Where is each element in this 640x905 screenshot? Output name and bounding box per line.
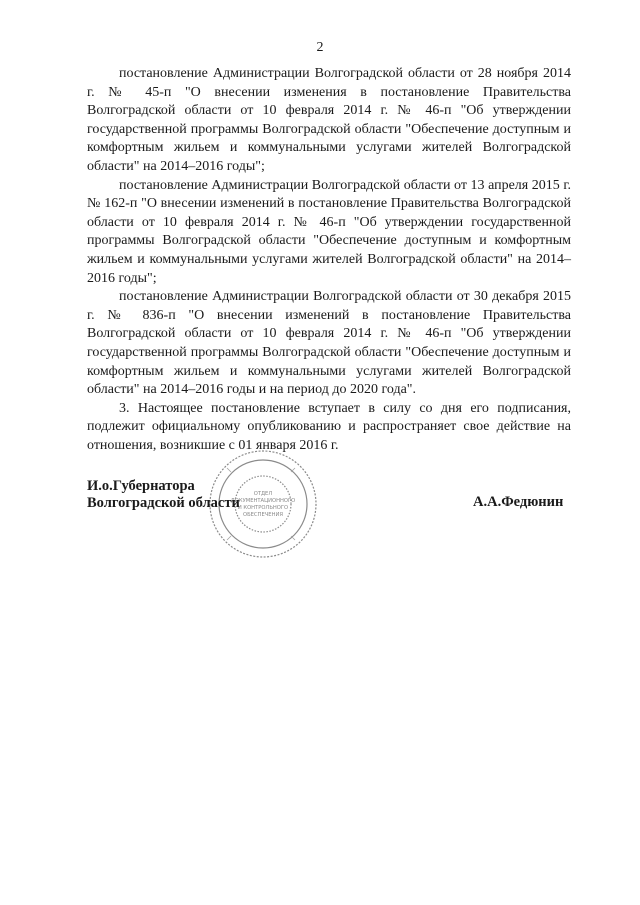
paragraph-2: постановление Администрации Волгоградской области от 13 апреля 2015 г. № 162-п "О внесении изменений в постановление Правительства Волгоградской области от 10 февраля 2014 г. № 46-п "Об утверждении государственной программы Волгоградской области "Обеспечение доступным и комфортным жильем и коммунальными услугами жителей Волгоградской области" на 2014–2016 годы";: [87, 177, 571, 286]
signatory-position-line1: И.о.Губернатора: [87, 478, 195, 494]
paragraph-1: постановление Администрации Волгоградской области от 28 ноября 2014 г. № 45-п "О внесении изменения в постановление Правительства Волгоградской области от 10 февраля 2014 г. № 46-п "Об утверждении государственной программы Волгоградской области "Обеспечение доступным и комфортным жильем и коммунальными услугами жителей Волгоградской области" на 2014–2016 годы";: [87, 66, 571, 174]
document-body: [87, 65, 571, 455]
paragraph-3: постановление Администрации Волгоградской области от 30 декабря 2015 г. № 836-п "О внесении изменений в постановление Правительства Волгоградской области от 10 февраля 2014 г. № 46-п "Об утверждении государственной программы Волгоградской области "Обеспечение доступным и комфортным жильем и коммунальными услугами жителей Волгоградской области" на 2014–2016 годы и на период до 2020 года".: [87, 289, 571, 398]
signatory-position: [87, 478, 240, 512]
signatory-name: А.А.Федюнин: [473, 494, 564, 510]
paragraph-4: 3. Настоящее постановление вступает в силу со дня его подписания, подлежит официальному опубликованию и распространяет свое действие на отношения, возникшие с 01 января 2016 г.: [87, 400, 571, 453]
page-number: 2: [316, 40, 324, 55]
signatory-position-line2: Волгоградской области: [87, 495, 240, 511]
svg-text:ОБЕСПЕЧЕНИЯ: ОБЕСПЕЧЕНИЯ: [243, 512, 283, 518]
svg-text:И КОНТРОЛЬНОГО: И КОНТРОЛЬНОГО: [237, 505, 289, 511]
svg-text:ОТДЕЛ: ОТДЕЛ: [253, 491, 273, 497]
svg-text:ДОКУМЕНТАЦИОННОГО: ДОКУМЕНТАЦИОННОГО: [230, 498, 296, 504]
